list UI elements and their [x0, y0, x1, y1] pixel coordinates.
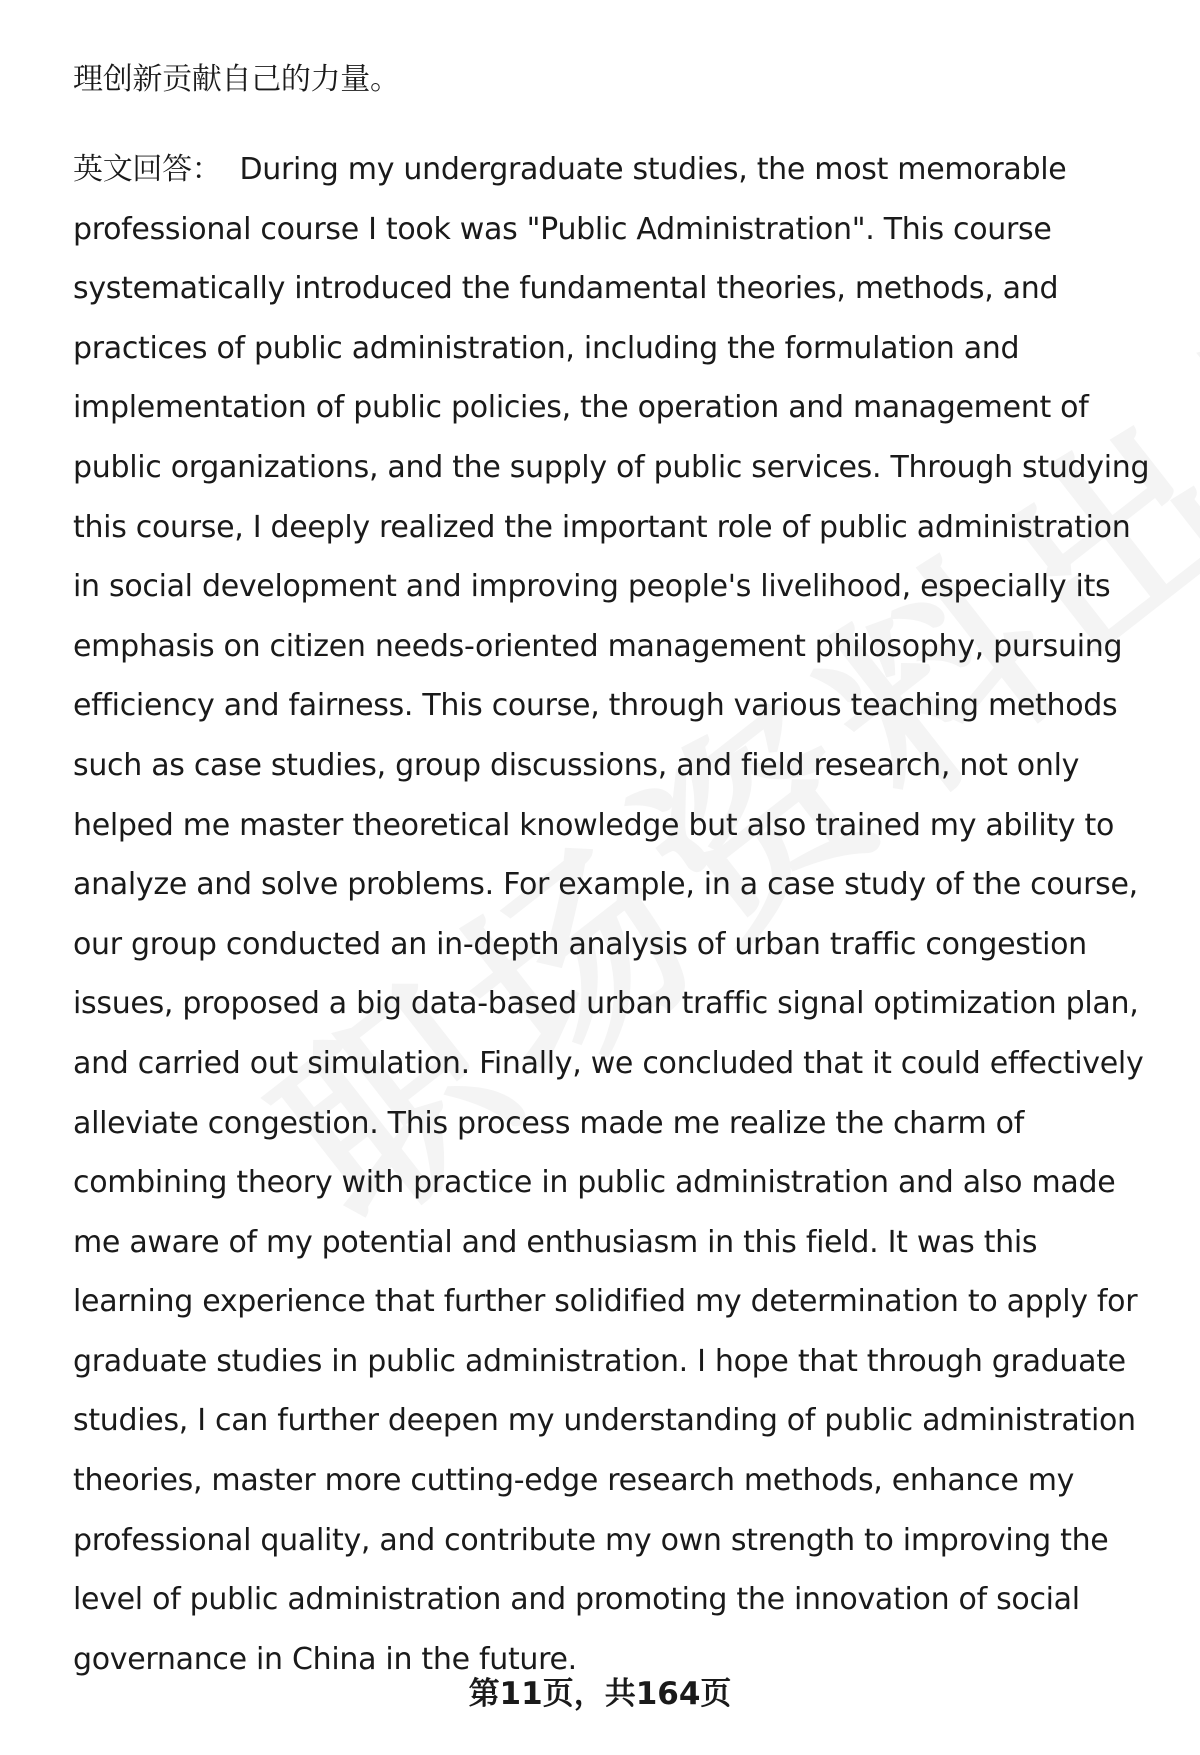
continuation-line: 理创新贡献自己的力量。	[73, 62, 400, 97]
answer-label: 英文回答：	[73, 152, 222, 187]
page-number-footer: 第11页，共164页	[468, 1676, 732, 1712]
english-answer-paragraph	[73, 140, 1163, 1689]
answer-text: During my undergraduate studies, the most memorable professional course I took was "Public Administration". This course systematically introduced the fundamental theories, methods, and practices of public administration, including the formulation and implementation of public policies, the operation and management of public organizations, and the supply of public services. Through studying this course, I deeply realized the important role of public administration in social development and improving people's livelihood, especially its emphasis on citizen needs-oriented management philosophy, pursuing efficiency and fairness. This course, through various teaching methods such as case studies, group discussions, and field research, not only helped me master theoretical knowledge but also trained my ability to analyze and solve problems. For example, in a case study of the course, our group conducted an in-depth analysis of urban traffic congestion issues, proposed a big data-based urban traffic signal optimization plan, and carried out simulation. Finally, we concluded that it could effectively alleviate congestion. This process made me realize the charm of combining theory with practice in public administration and also made me aware of my potential and enthusiasm in this field. It was this learning experience that further solidified my determination to apply for graduate studies in public administration. I hope that through graduate studies, I can further deepen my understanding of public administration theories, master more cutting-edge research methods, enhance my professional quality, and contribute my own strength to improving the level of public administration and promoting the innovation of social governance in China in the future.	[73, 152, 1150, 1677]
